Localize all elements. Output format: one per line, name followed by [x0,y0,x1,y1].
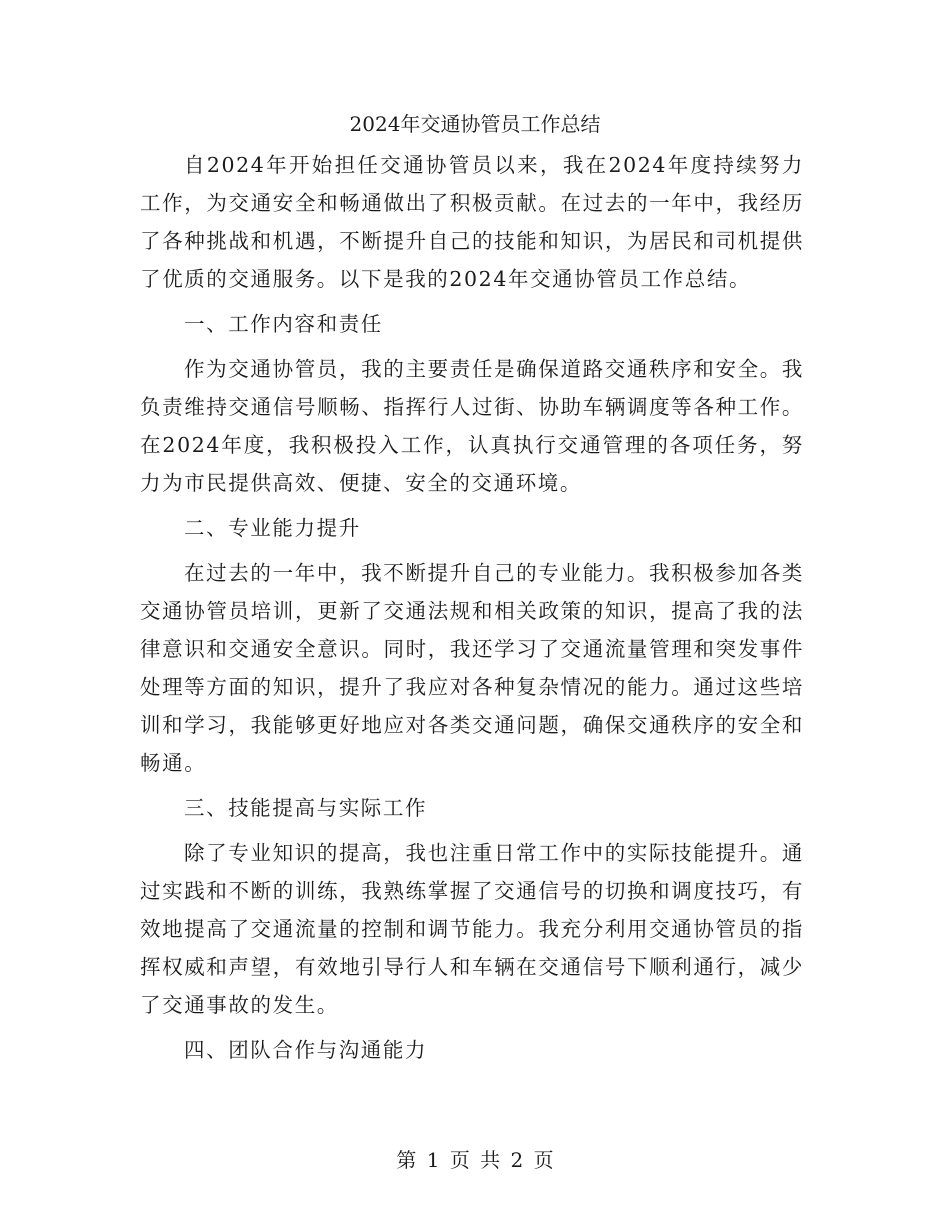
section-paragraph-3: 除了专业知识的提高，我也注重日常工作中的实际技能提升。通过实践和不断的训练，我熟练掌握了交通信号的切换和调度技巧，有效地提高了交通流量的控制和调节能力。我充分利用交通协管员的指挥权威和声望，有效地引导行人和车辆在交通信号下顺利通行，减少了交通事故的发生。 [140,841,804,1017]
section-heading-4: 四、团队合作与沟通能力 [184,1038,428,1062]
document-body [140,146,804,1076]
section-heading-3: 三、技能提高与实际工作 [184,796,428,820]
document-title: 2024年交通协管员工作总结 [349,112,601,136]
section-heading-2: 二、专业能力提升 [184,516,361,540]
section-paragraph-1: 作为交通协管员，我的主要责任是确保道路交通秩序和安全。我负责维持交通信号顺畅、指挥行人过街、协助车辆调度等各种工作。在2024年度，我积极投入工作，认真执行交通管理的各项任务，努力为市民提供高效、便捷、安全的交通环境。 [140,357,804,495]
page-number-footer: 第 1 页 共 2 页 [396,1148,554,1172]
intro-paragraph: 自2024年开始担任交通协管员以来，我在2024年度持续努力工作，为交通安全和畅通做出了积极贡献。在过去的一年中，我经历了各种挑战和机遇，不断提升自己的技能和知识，为居民和司机提供了优质的交通服务。以下是我的2024年交通协管员工作总结。 [140,153,804,291]
section-heading-1: 一、工作内容和责任 [184,312,383,336]
section-paragraph-2: 在过去的一年中，我不断提升自己的专业能力。我积极参加各类交通协管员培训，更新了交通法规和相关政策的知识，提高了我的法律意识和交通安全意识。同时，我还学习了交通流量管理和突发事件处理等方面的知识，提升了我应对各种复杂情况的能力。通过这些培训和学习，我能够更好地应对各类交通问题，确保交通秩序的安全和畅通。 [140,561,804,775]
